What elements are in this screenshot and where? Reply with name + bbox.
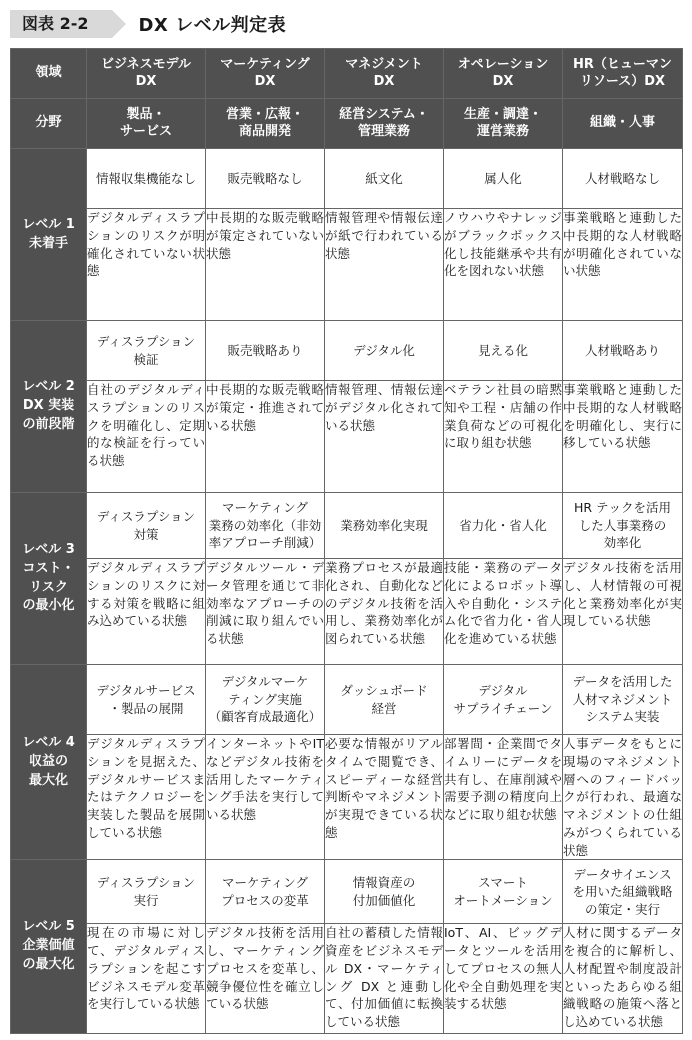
category-cell: デジタル サプライチェーン — [444, 665, 563, 735]
description-cell: デジタル技術を活用し、人材情報の可視化と業務効率化が実現している状態 — [563, 559, 683, 665]
description-cell: IoT、AI、ビッグデータとツールを活用してプロセスの無人化や全自動処理を実装する状態 — [444, 924, 563, 1034]
description-cell: 事業戦略と連動した中長期的な人材戦略が明確化されていない状態 — [563, 209, 683, 321]
category-cell: 販売戦略あり — [206, 321, 325, 381]
field-cell: 組織・人事 — [563, 99, 683, 149]
field-cell: 生産・調達・ 運営業務 — [444, 99, 563, 149]
category-cell: マーケティング 業務の効率化（非効 率アプローチ削減） — [206, 493, 325, 559]
category-cell: デジタルサービス ・製品の展開 — [87, 665, 206, 735]
level-description-row — [11, 735, 683, 860]
description-cell: 人材に関するデータを複合的に解析し、人材配置や制度設計といったあらゆる組織戦略の施策へ落とし込めている状態 — [563, 924, 683, 1034]
description-cell: デジタルディスラプションのリスクに対する対策を戦略に組み込めている状態 — [87, 559, 206, 665]
category-cell: HR テックを活用 した人事業務の 効率化 — [563, 493, 683, 559]
level-description-row — [11, 381, 683, 493]
column-header: HR（ヒューマン リソース）DX — [563, 49, 683, 99]
description-cell: 情報管理や情報伝達が紙で行われている状態 — [325, 209, 444, 321]
level-label: レベル 5 企業価値 の最大化 — [11, 860, 87, 1034]
header-row — [11, 49, 683, 99]
level-description-row — [11, 924, 683, 1034]
level-category-row — [11, 149, 683, 209]
level-description-row — [11, 209, 683, 321]
category-cell: 見える化 — [444, 321, 563, 381]
category-cell: 紙文化 — [325, 149, 444, 209]
description-cell: 中長期的な販売戦略が策定されていない状態 — [206, 209, 325, 321]
category-cell: 情報収集機能なし — [87, 149, 206, 209]
description-cell: 業務プロセスが最適化され、自動化などのデジタル技術を活用し、業務効率化が図られている状態 — [325, 559, 444, 665]
category-cell: ディスラプション 対策 — [87, 493, 206, 559]
description-cell: 部署間・企業間でタイムリーにデータを共有し、在庫削減や需要予測の精度向上などに取り組む状態 — [444, 735, 563, 860]
field-cell: 営業・広報・ 商品開発 — [206, 99, 325, 149]
description-cell: デジタルツール・データ管理を通じて非効率なアプローチの削減に取り組んでいる状態 — [206, 559, 325, 665]
category-cell: マーケティング プロセスの変革 — [206, 860, 325, 924]
category-cell: デジタルマーケ ティング実施 （顧客育成最適化） — [206, 665, 325, 735]
category-cell: デジタル化 — [325, 321, 444, 381]
level-category-row — [11, 321, 683, 381]
description-cell: 人事データをもとに現場のマネジメント層へのフィードバックが行われ、最適なマネジメントの仕組みがつくられている状態 — [563, 735, 683, 860]
category-cell: 省力化・省人化 — [444, 493, 563, 559]
level-category-row — [11, 860, 683, 924]
category-cell: 販売戦略なし — [206, 149, 325, 209]
category-cell: ダッシュボード 経営 — [325, 665, 444, 735]
description-cell: 中長期的な販売戦略が策定・推進されている状態 — [206, 381, 325, 493]
column-header: マネジメント DX — [325, 49, 444, 99]
figure-label: 図表 2-2 — [10, 10, 112, 38]
level-category-row — [11, 493, 683, 559]
category-cell: データサイエンス を用いた組織戦略 の策定・実行 — [563, 860, 683, 924]
level-label: レベル 3 コスト・ リスク の最小化 — [11, 493, 87, 665]
description-cell: 自社の蓄積した情報資産をビジネスモデル DX・マーケティング DX と連動して、付加価値に転換している状態 — [325, 924, 444, 1034]
description-cell: 技能・業務のデータ化によるロボット導入や自動化・システム化で省力化・省人化を進めている状態 — [444, 559, 563, 665]
description-cell: デジタルディスラプションのリスクが明確化されていない状態 — [87, 209, 206, 321]
level-label: レベル 4 収益の 最大化 — [11, 665, 87, 860]
column-header: ビジネスモデル DX — [87, 49, 206, 99]
description-cell: デジタルディスラプションを見据えた、デジタルサービスまたはテクノロジーを実装した製品を展開している状態 — [87, 735, 206, 860]
figure-title: DX レベル判定表 — [138, 15, 287, 36]
level-description-row — [11, 559, 683, 665]
level-label: レベル 1 未着手 — [11, 149, 87, 321]
category-cell: ディスラプション 実行 — [87, 860, 206, 924]
category-cell: 属人化 — [444, 149, 563, 209]
category-cell: 人材戦略あり — [563, 321, 683, 381]
level-label: レベル 2 DX 実装 の前段階 — [11, 321, 87, 493]
description-cell: ベテラン社員の暗黙知や工程・店舗の作業負荷などの可視化に取り組む状態 — [444, 381, 563, 493]
category-cell: 人材戦略なし — [563, 149, 683, 209]
category-cell: 業務効率化実現 — [325, 493, 444, 559]
corner-header: 領域 — [11, 49, 87, 99]
category-cell: ディスラプション 検証 — [87, 321, 206, 381]
description-cell: 必要な情報がリアルタイムで閲覧でき、スピーディーな経営判断やマネジメントが実現できている状態 — [325, 735, 444, 860]
description-cell: 自社のデジタルディスラプションのリスクを明確化し、定期的な検証を行っている状態 — [87, 381, 206, 493]
field-cell: 製品・ サービス — [87, 99, 206, 149]
field-cell: 経営システム・ 管理業務 — [325, 99, 444, 149]
description-cell: インターネットやIT などデジタル技術を活用したマーケティング手法を実行している状態 — [206, 735, 325, 860]
level-category-row — [11, 665, 683, 735]
figure-title-bar — [10, 10, 286, 38]
field-row — [11, 99, 683, 149]
column-header: オペレーション DX — [444, 49, 563, 99]
description-cell: 事業戦略と連動した中長期的な人材戦略を明確化し、実行に移している状態 — [563, 381, 683, 493]
category-cell: 情報資産の 付加価値化 — [325, 860, 444, 924]
description-cell: 現在の市場に対して、デジタルディスラプションを起こすビジネスモデル変革を実行している状態 — [87, 924, 206, 1034]
description-cell: ノウハウやナレッジがブラックボックス化し技能継承や共有化を図れない状態 — [444, 209, 563, 321]
description-cell: デジタル技術を活用し、マーケティングプロセスを変革し、競争優位性を確立している状態 — [206, 924, 325, 1034]
category-cell: スマート オートメーション — [444, 860, 563, 924]
column-header: マーケティング DX — [206, 49, 325, 99]
field-row-label: 分野 — [11, 99, 87, 149]
dx-level-table — [10, 48, 683, 1034]
description-cell: 情報管理、情報伝達がデジタル化されている状態 — [325, 381, 444, 493]
category-cell: データを活用した 人材マネジメント システム実装 — [563, 665, 683, 735]
